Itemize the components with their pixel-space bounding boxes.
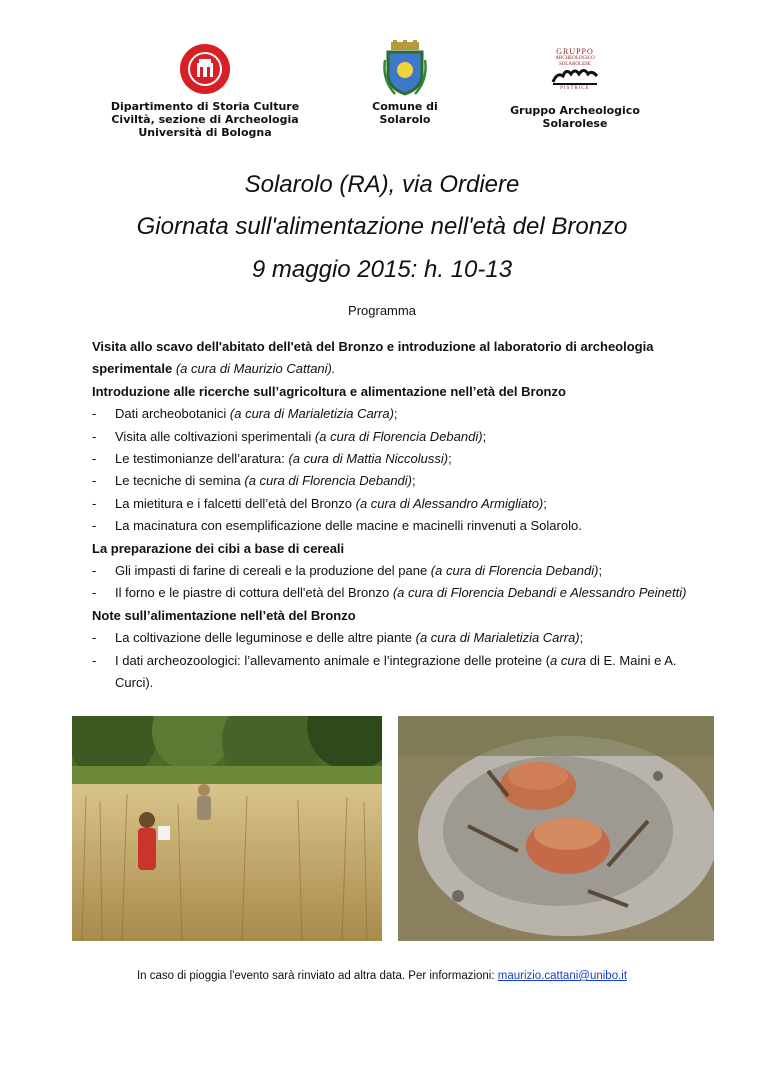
- item-text: La coltivazione delle leguminose e delle altre piante: [115, 630, 416, 646]
- intro-credit: (a cura di Maurizio Cattani).: [172, 361, 336, 377]
- section-heading: Note sull’alimentazione nell’età del Bronzo: [92, 607, 356, 623]
- item-text: Il forno e le piastre di cottura dell'età del Bronzo: [115, 585, 393, 601]
- item-tail: ;: [579, 630, 584, 646]
- item-tail: di E. Maini e A. Curci).: [115, 652, 677, 691]
- list-item: - I dati archeozoologici: l’allevamento animale e l’integrazione delle proteine (a cura di E. Maini e A. Curci).: [92, 652, 677, 691]
- item-tail: ;: [543, 495, 547, 511]
- university-name-line: Civiltà, sezione di Archeologia: [111, 113, 299, 126]
- event-name-title: Giornata sull'alimentazione nell'età del Bronzo: [136, 213, 628, 240]
- university-name-line: Dipartimento di Storia Culture: [110, 100, 300, 113]
- section-heading: La preparazione dei cibi a base di cereali: [92, 540, 345, 556]
- item-text: Gli impasti di farine di cereali e la produzione del pane: [115, 563, 431, 579]
- item-credit: (a cura di Florencia Debandi e Alessandro Peinetti): [392, 585, 687, 601]
- list-item: - Le testimonianze dell’aratura: (a cura di Mattia Niccolussi);: [92, 451, 452, 467]
- item-credit: (a cura di Marialetizia Carra): [415, 630, 580, 646]
- item-credit: (a cura di Marialetizia Carra): [229, 406, 394, 422]
- item-tail: ;: [412, 473, 416, 489]
- item-credit: (a cura di Florencia Debandi): [430, 563, 599, 579]
- item-text: I dati archeozoologici: l’allevamento animale e l’integrazione delle proteine (: [115, 652, 551, 668]
- item-text: Le testimonianze dell’aratura:: [115, 451, 289, 467]
- list-item: - Dati archeobotanici (a cura di Marialetizia Carra);: [92, 406, 398, 422]
- item-credit: (a cura di Florencia Debandi): [314, 428, 483, 444]
- item-text: La macinatura con esemplificazione delle macine e macinelli rinvenuti a Solarolo.: [115, 518, 582, 534]
- list-item: - La macinatura con esemplificazione delle macine e macinelli rinvenuti a Solarolo.: [92, 518, 582, 534]
- list-item: - Gli impasti di farine di cereali e la produzione del pane (a cura di Florencia Debandi);: [92, 563, 603, 579]
- item-text: Le tecniche di semina: [115, 473, 245, 489]
- item-tail: ;: [598, 563, 603, 579]
- pistrice-logo-icon: [551, 68, 599, 86]
- university-name-line: Università di Bologna: [138, 126, 272, 139]
- municipal-crest-icon: [382, 40, 428, 98]
- wheat-field-image: [72, 716, 382, 941]
- item-text: La mietitura e i falcetti dell’età del Bronzo: [115, 495, 356, 511]
- university-seal-icon: [179, 43, 231, 95]
- gruppo-logo-block: [505, 40, 645, 130]
- item-tail: ;: [448, 451, 452, 467]
- clay-oven-photo: [398, 716, 714, 941]
- list-item: - Visita alle coltivazioni sperimentali (a cura di Florencia Debandi);: [92, 428, 487, 444]
- gruppo-logo-bottom-text: PISTRICE: [560, 86, 590, 91]
- section-heading: Introduzione alle ricerche sull’agricoltura e alimentazione nell’età del Bronzo: [92, 383, 566, 399]
- programma-label: Programma: [348, 303, 416, 318]
- gruppo-name-line: Solarolese: [542, 117, 608, 130]
- item-text: Dati archeobotanici: [115, 406, 230, 422]
- footer-note: [0, 970, 764, 982]
- item-credit: (a cura di Alessandro Armigliato): [355, 495, 544, 511]
- program-list: [92, 336, 704, 695]
- comune-name-line: Comune di: [372, 100, 438, 113]
- item-tail: ;: [393, 406, 398, 422]
- list-item: - La coltivazione delle leguminose e delle altre piante (a cura di Marialetizia Carra);: [92, 630, 584, 646]
- item-tail: ;: [482, 428, 487, 444]
- event-place-title: Solarolo (RA), via Ordiere: [244, 171, 520, 198]
- item-credit: (a cura di Florencia Debandi): [244, 473, 412, 489]
- university-logo-block: [100, 40, 310, 139]
- comune-logo-block: [350, 40, 460, 126]
- item-credit: (a cura di Mattia Niccolussi): [288, 451, 449, 467]
- university-name: [100, 100, 310, 139]
- gruppo-logo-mid-text: ARCHEOLOGICO SOLAROLESE: [555, 56, 595, 67]
- gruppo-name: [505, 104, 645, 130]
- comune-name: [350, 100, 460, 126]
- comune-name-line: Solarolo: [379, 113, 431, 126]
- list-item: - Le tecniche di semina (a cura di Florencia Debandi);: [92, 473, 416, 489]
- clay-oven-image: [398, 716, 714, 941]
- intro-text: Visita allo scavo dell'abitato dell'età del Bronzo e introduzione al laboratorio di archeologia sperimentale: [92, 339, 654, 377]
- item-text: Visita alle coltivazioni sperimentali: [115, 428, 315, 444]
- program-intro: [92, 336, 704, 381]
- wheat-field-photo: [72, 716, 382, 941]
- gruppo-logo-top-text: GRUPPO: [556, 47, 594, 56]
- item-credit: a cura: [550, 652, 587, 668]
- contact-email-link[interactable]: maurizio.cattani@unibo.it: [497, 970, 628, 982]
- gruppo-name-line: Gruppo Archeologico: [510, 104, 640, 117]
- list-item: - Il forno e le piastre di cottura dell'età del Bronzo (a cura di Florencia Debandi e Alessandro Peinetti): [92, 585, 687, 601]
- list-item: - La mietitura e i falcetti dell’età del Bronzo (a cura di Alessandro Armigliato);: [92, 495, 547, 511]
- event-date-title: 9 maggio 2015: h. 10-13: [251, 256, 513, 283]
- footer-text: In caso di pioggia l'evento sarà rinviato ad altra data. Per informazioni:: [136, 970, 498, 982]
